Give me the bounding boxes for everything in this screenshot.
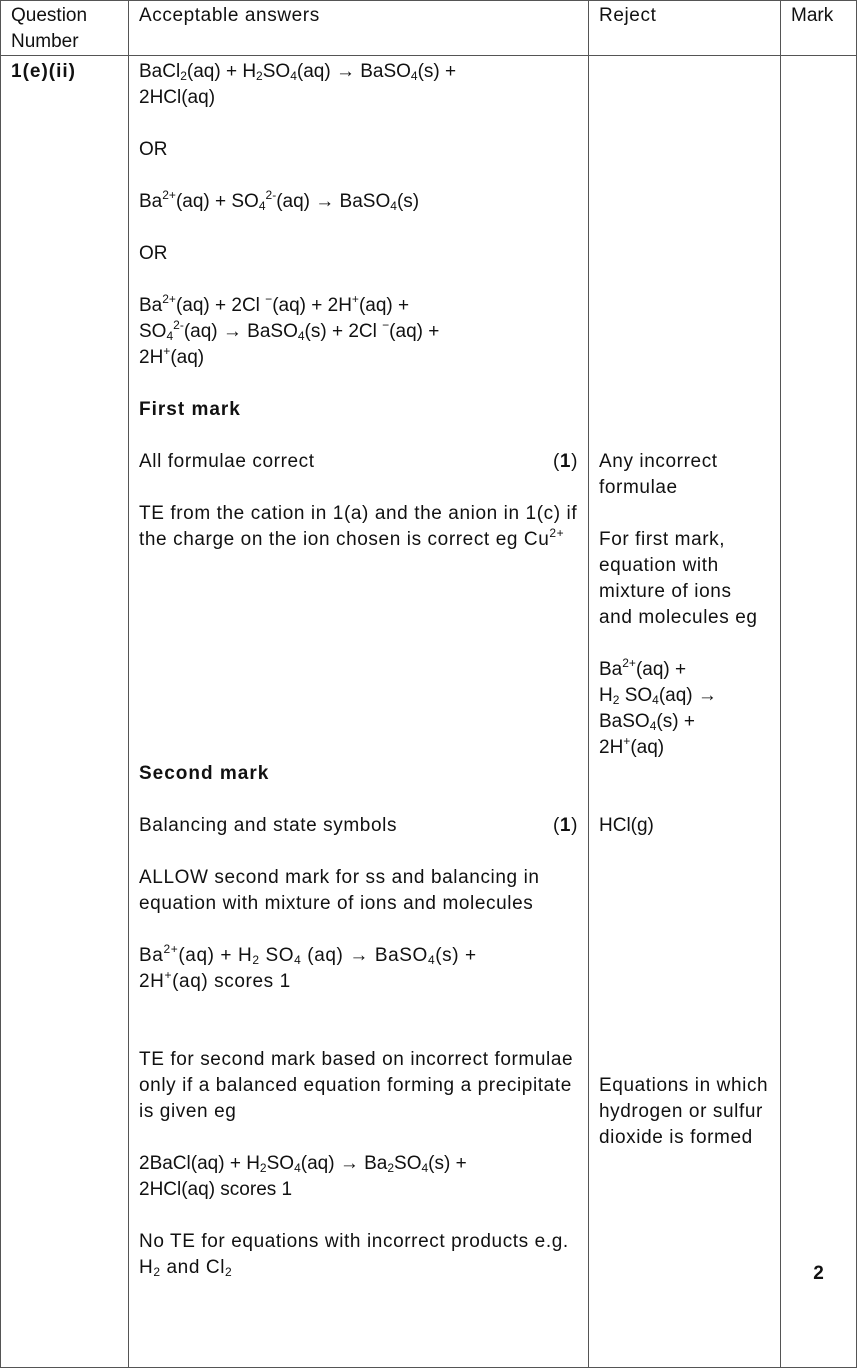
allow-note: ALLOW second mark for ss and balancing in equation with mixture of ions and molecules	[139, 867, 540, 914]
header-row	[1, 1, 857, 56]
equation-incorrect-example: 2BaCl(aq) + $H_2SO_4(aq) \to Ba_2SO_4(s)$ + 2HCl(aq) scores 1	[139, 1153, 467, 1200]
total-mark: 2	[813, 1263, 824, 1284]
second-mark-value: 1	[559, 815, 572, 836]
reject-hydrogen-so2: Equations in which hydrogen or sulfur dioxide is formed	[599, 1075, 769, 1148]
question-number: 1(e)(ii)	[1, 56, 129, 1368]
mark-cell	[781, 56, 857, 1368]
header-mark: Mark	[781, 1, 857, 56]
reject-cell	[589, 56, 781, 1368]
header-reject: Reject	[589, 1, 781, 56]
header-question-number: Question Number	[1, 1, 129, 56]
acceptable-answers-cell	[129, 56, 589, 1368]
reject-hcl-gas: HCl(g)	[599, 815, 654, 836]
equation-mixed-example: $Ba^{2+}(aq) + H_2$ $SO_4$ (aq) → BaSO$_4$(s) + 2H+(aq) scores 1	[139, 942, 477, 992]
or-separator: OR	[139, 139, 168, 160]
reject-equation-example: $Ba^{2+}(aq)$ + $H_2$ $SO_4(aq)$ → BaSO$_4$(s) + 2H+(aq)	[599, 656, 717, 758]
question-row	[1, 56, 857, 1368]
te-first-mark-note: TE from the cation in 1(a) and the anion in 1(c) if the charge on the ion chosen is correct eg $Cu^{2+}$	[139, 503, 578, 550]
no-te-note: No TE for equations with incorrect products e.g. $H_2$ and $Cl_2$	[139, 1231, 569, 1279]
reject-incorrect-formulae: Any incorrect formulae	[599, 451, 718, 498]
equation-ionic: $Ba^{2+}(aq) + SO_4^{2-}(aq)$ → BaSO$_4$(s)	[139, 188, 420, 213]
second-mark-criterion: Balancing and state symbols (1)	[139, 815, 578, 836]
first-mark-value: 1	[559, 451, 572, 472]
reject-mixture-note: For first mark, equation with mixture of ions and molecules eg	[599, 529, 758, 628]
equation-full-ionic: $Ba^{2+}(aq) + 2Cl$ −(aq) + 2H+(aq) + $SO_4^{2-}(aq)$ → BaSO$_4$(s) + 2Cl −(aq) + 2H+(aq)	[139, 292, 440, 368]
te-second-mark-note: TE for second mark based on incorrect formulae only if a balanced equation forming a precipitate is given eg	[139, 1049, 574, 1122]
second-mark-heading: Second mark	[139, 763, 270, 784]
equation-full-molecular: BaCl$_2$(aq) + $H_2SO_4(aq)$ → BaSO$_4$(s) + 2HCl(aq)	[139, 61, 457, 108]
or-separator: OR	[139, 243, 168, 264]
first-mark-criterion: All formulae correct (1)	[139, 451, 578, 472]
header-acceptable-answers: Acceptable answers	[129, 1, 589, 56]
first-mark-heading: First mark	[139, 399, 241, 420]
